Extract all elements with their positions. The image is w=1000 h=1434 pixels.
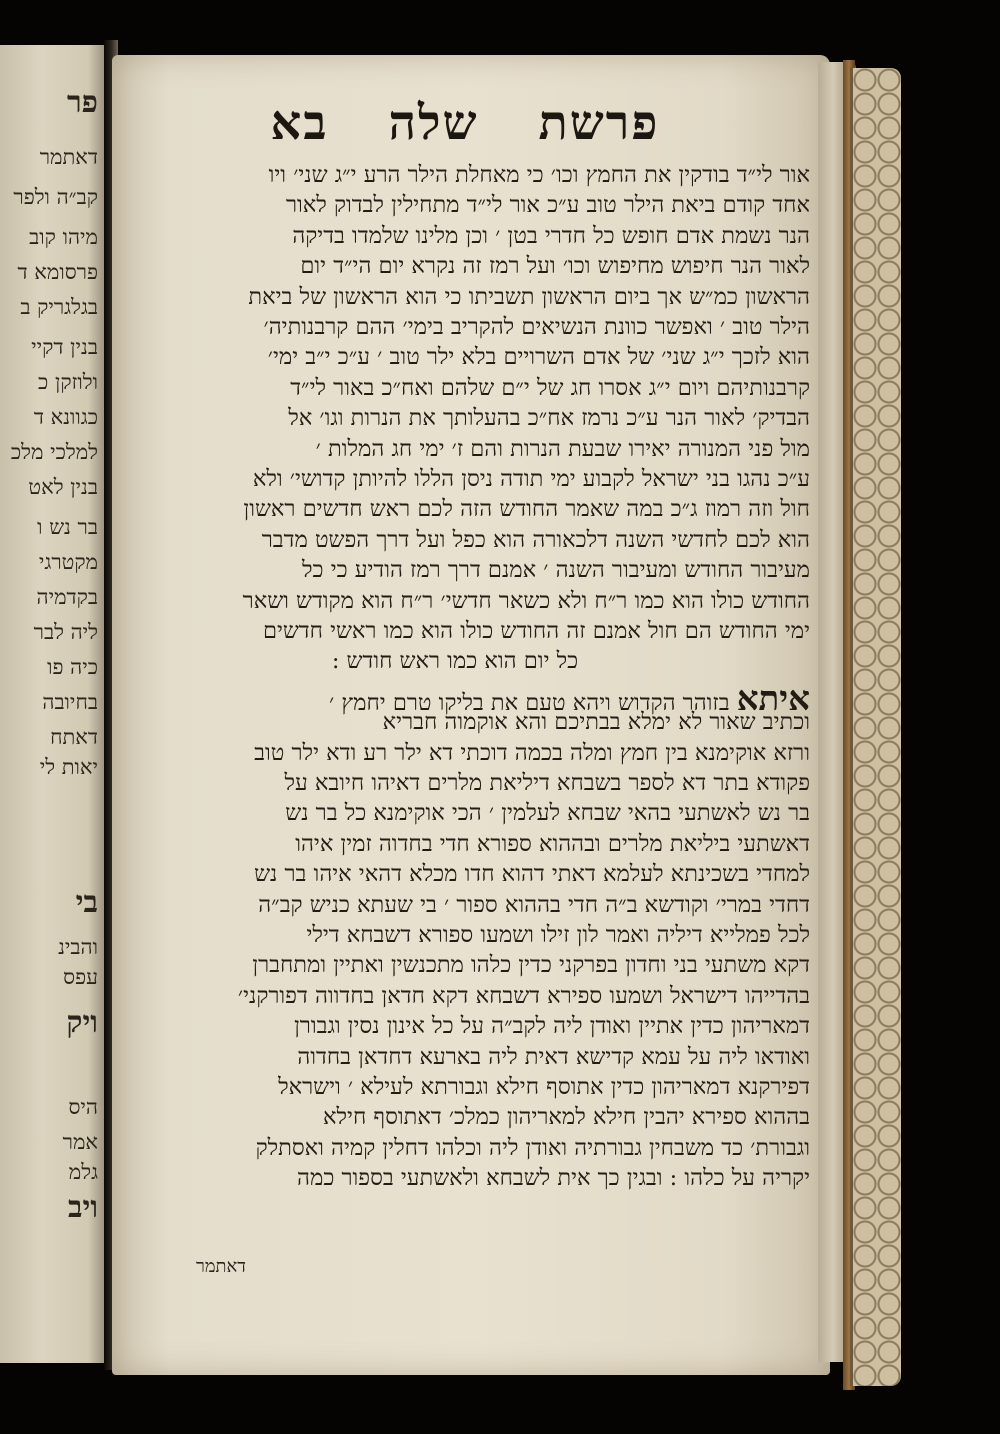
text-line: בר נש לאשתעי בהאי שבחא לעלמין ׳ הכי אוקימנא כל בר נש [285,800,810,827]
header-word-1: פרשת [538,95,660,151]
text-line: הוא לכם לחדשי השנה דלכאורה הוא כפל ועל דרך הפשט מדבר [261,526,810,553]
text-line: חול וזה רמוז ג״כ במה שאמר החודש הזה לכם ראש חדשים ראשון [243,496,810,523]
text-line: בההוא ספירא יהבין חילא למאריהון כמלכ׳ דאתוסף חילא [323,1104,810,1131]
text-line: הנר נשמת אדם חופש כל חדרי בטן ׳ וכן מלינו שלמדו בדיקה [292,222,810,249]
text-line: החודש כולו הוא כמו ר״ח ולא כשאר חדשי׳ ר״ח הוא מקודש ושאר [242,587,810,614]
text-line: מול פני המנורה יאירו שבעת הנרות והם ז׳ ימי חג המלות ׳ [315,435,810,462]
left-page-line: דאתח [50,725,98,749]
left-page-line: בנין לאט [28,475,98,499]
marbled-cover [850,68,901,1386]
left-page-line: דאתמר [39,145,98,169]
text-line: כל יום הוא כמו ראש חודש : [331,648,579,675]
text-line: דקא משתעי בני וחדון בפרקני כדין כלהו מתכנשין ואתיין ומתחברן [252,952,810,979]
left-page-line: מקטרגי [38,550,98,574]
left-page-line: בקדמיה [36,585,98,609]
left-page-line: בגלגריק ב [20,295,98,319]
left-page-line: כיה פו [47,655,98,679]
running-header [130,88,800,158]
text-line: לאור הנר חיפוש מחיפוש וכו׳ ועל רמז זה נקרא יום הי״ד יום [300,253,810,280]
section-opening-word: איתא [736,678,810,719]
left-page-line: כגוונא ד [33,405,98,429]
left-page-line: למלכי מלכ [10,440,98,464]
left-page-line: ויק [66,1005,98,1040]
text-line: הילר טוב ׳ ואפשר כוונת הנשיאים להקריב בימי׳ ההם קרבנותיה׳ [263,314,810,340]
text-line: אחד קודם ביאת הילר טוב ע״כ אור לי״ד מתחילין לבדוק לאור [285,192,810,219]
text-line: וכתיב שאור לא ימלא בבתיכם והא אוקמוה חבריא [382,709,810,736]
text-line: מעיבור החודש ומעיבור השנה ׳ אמנם דרך רמז הודיע כי כל [302,557,810,584]
text-line: יקריה על כלהו : ובגין כך אית לשבחא ולאשתעי בספור כמה [297,1165,810,1192]
text-line: ימי החודש הם חול אמנם זה החודש כולו הוא כמו ראשי חדשים [262,618,810,644]
text-line: ורזא אוקימנא בין חמץ ומלה בכמה דוכתי דא ילר רע ודא ילר טוב [254,739,810,766]
text-line: דפירקנא דמאריהון כדין אתוסף חילא וגבורתא לעילא ׳ וישראל [278,1074,810,1100]
left-page-line: אמר [62,1130,98,1154]
left-page-line: יאות לי [39,755,98,779]
left-page-line: קב״ה ולפר [13,185,98,209]
left-page-line: בר נש ו [37,515,98,539]
catchword: דאתמר [196,1256,246,1277]
text-line: קרבנותיהם ויום י״ג אסרו חג של י״ם שלהם ואח״כ באור לי״ד [290,374,810,401]
text-line: בהדייהו דישראל ושמעו ספירא דשבחא דקא חדאן בחדווה דפורקני׳ [237,982,810,1009]
left-page-line: פר [66,85,98,120]
left-page-line: בחיובה [42,690,98,714]
text-line: לכל פמלייא דיליה ואמר לון זילו ושמעו ספורא דשבחא דילי [306,922,810,948]
text-line: פקודא בתר דא לספר בשבחא דיליאת מלרים דאיהו חיובא על [284,770,810,796]
left-page-line: עפס [63,965,98,989]
text-line: דאשתעי ביליאת מלרים ובההוא ספורא חדי בחדוה זמין איהו [295,830,810,857]
left-page-line: בנין דקיי [31,335,98,359]
text-line: הוא לזכך י״ג שני׳ של אדם השרויים בלא ילר טוב ׳ ע״כ י״ב ימי׳ [267,344,810,371]
left-page-line: ולוזקן כ [38,370,98,394]
left-page-line: גלמ [68,1160,98,1184]
left-page-line: פרסומא ד [17,260,98,284]
text-line: אור לי״ד בודקין את החמץ וכו׳ כי מאחלת הילר הרע י״ג שני׳ ויו [268,162,810,188]
text-line: הבדיק׳ לאור הנר ע״כ נרמז אח״כ בהעלותך את הנרות וגו׳ אל [288,405,810,432]
left-page-line: בי [75,885,98,920]
text-line: וגבורת׳ כד משבחין גבורתיה ואודן ליה וכלהו דחלין קמיה ואסתלק [255,1134,810,1161]
left-facing-page [0,45,106,1363]
text-line: למחדי בשכינתא לעלמא דאתי דהוא חדו מכלא דהאי איהו בר נש [254,861,810,888]
header-word-2: שלה [388,95,479,151]
left-page-line: ויב [68,1190,98,1225]
text-line: דמאריהון כדין אתיין ואודן ליה לקב״ה על כל אינון נסין וגבורן [294,1013,810,1040]
left-page-line: היס [68,1095,98,1119]
section-opening-rest: בזוהר הקדוש ויהא טעם את בליקו טרם יחמץ ׳ [329,689,737,716]
text-line: הראשון כמ״ש אך ביום הראשון תשביתו כי הוא הראשון של ביאת [248,283,810,310]
text-line: דחדי במרי׳ וקודשא ב״ה חדי בההוא ספור ׳ בי שעתא כניש קב״ה [258,891,810,918]
left-page-line: והבינ [58,935,98,959]
text-line: ע״כ נהגו בני ישראל לקבוע ימי תודה ניסן הללו להיותן קדושי׳ ולא [252,466,810,492]
left-page-line: ליה לבר [33,620,98,644]
left-page-line: מיהו קוב [29,225,98,249]
header-word-3: בא [270,95,329,151]
text-line: ואודאו ליה על עמא קדישא דאית ליה בארעא דחדאן בחדוה [297,1043,810,1070]
